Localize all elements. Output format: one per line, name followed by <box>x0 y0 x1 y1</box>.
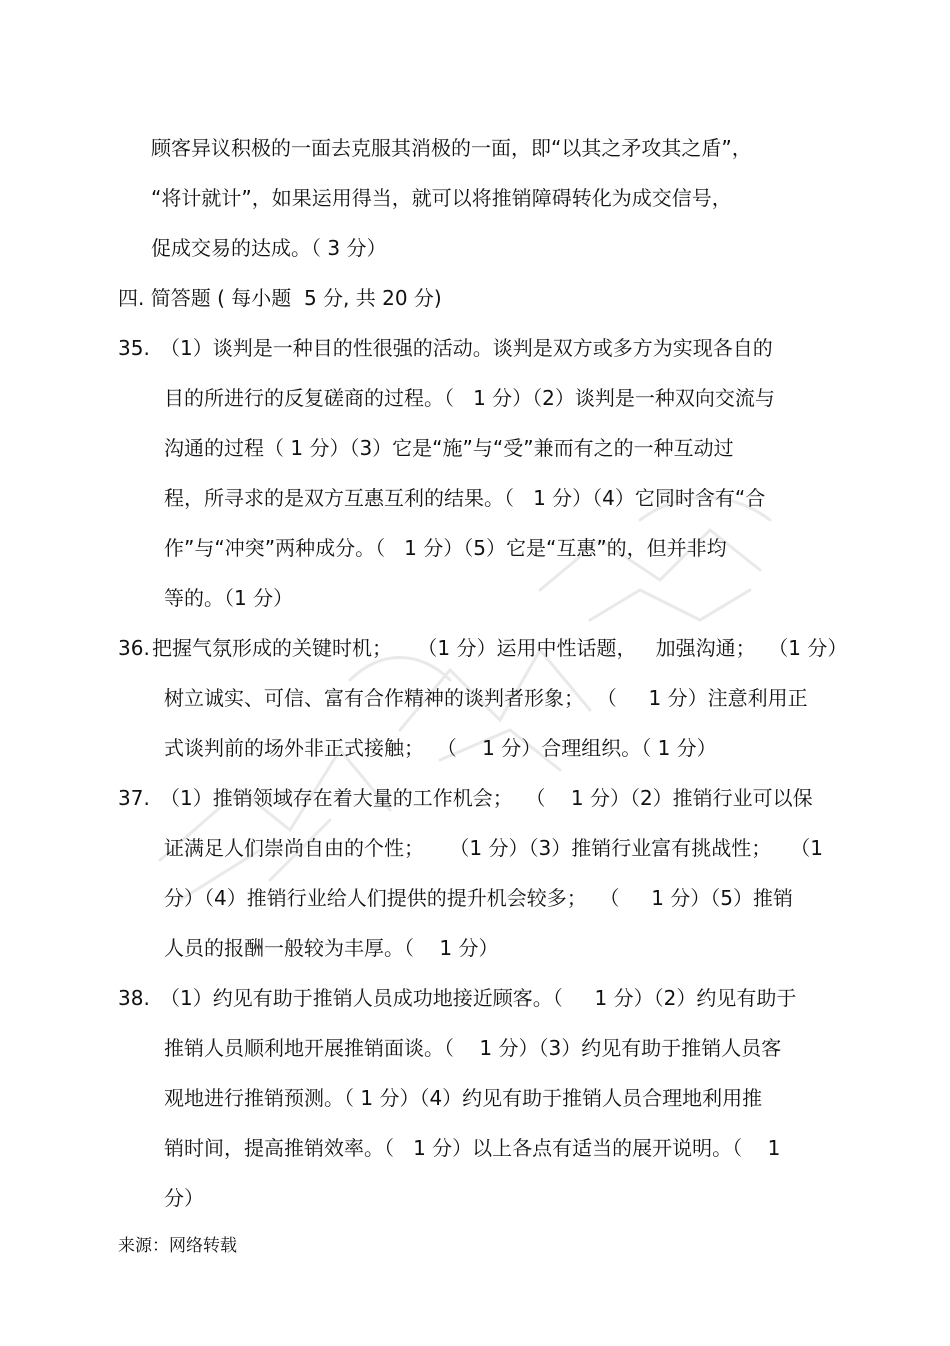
answer-35-line-6: 等的。（1 分） <box>164 586 294 610</box>
answer-37-line-1: （1）推销领域存在着大量的工作机会； （ 1 分）（2）推销行业可以保 <box>160 786 813 810</box>
intro-line-2: “将计就计”，如果运用得当，就可以将推销障碍转化为成交信号， <box>151 186 732 210</box>
answer-38-line-5: 分） <box>164 1186 204 1210</box>
source-note: 来源：网络转载 <box>118 1236 237 1256</box>
answer-35-number: 35. <box>118 336 150 360</box>
answer-35-line-5: 作”与“冲突”两种成分。（ 1 分）（5）它是“互惠”的，但并非均 <box>164 536 727 560</box>
intro-line-1: 顾客异议积极的一面去克服其消极的一面，即“以其之矛攻其之盾”， <box>151 136 752 160</box>
answer-35-line-4: 程，所寻求的是双方互惠互利的结果。（ 1 分）（4）它同时含有“合 <box>164 486 766 510</box>
intro-line-3: 促成交易的达成。（ 3 分） <box>151 236 387 260</box>
answer-38-number: 38. <box>118 986 150 1010</box>
answer-36-line-3: 式谈判前的场外非正式接触； （ 1 分）合理组织。（ 1 分） <box>164 736 717 760</box>
answer-37-line-2: 证满足人们崇尚自由的个性； （1 分）（3）推销行业富有挑战性； （1 <box>164 836 824 860</box>
answer-38-line-1: （1）约见有助于推销人员成功地接近顾客。（ 1 分）（2）约见有助于 <box>160 986 797 1010</box>
answer-36-number: 36. <box>118 636 150 660</box>
answer-37-line-3: 分）（4）推销行业给人们提供的提升机会较多； （ 1 分）（5）推销 <box>164 886 794 910</box>
answer-35-line-1: （1）谈判是一种目的性很强的活动。谈判是双方或多方为实现各自的 <box>160 336 773 360</box>
answer-35-line-3: 沟通的过程（ 1 分）（3）它是“施”与“受”兼而有之的一种互动过 <box>164 436 734 460</box>
section-title: 四. 简答题 ( 每小题 5 分, 共 20 分) <box>118 286 442 310</box>
answer-35-line-2: 目的所进行的反复磋商的过程。（ 1 分）（2）谈判是一种双向交流与 <box>164 386 775 410</box>
answer-36-line-1: 把握气氛形成的关键时机； （1 分）运用中性话题， 加强沟通； （1 分） <box>152 636 848 660</box>
answer-38-line-3: 观地进行推销预测。（ 1 分）（4）约见有助于推销人员合理地利用推 <box>164 1086 763 1110</box>
answer-38-line-2: 推销人员顺利地开展推销面谈。（ 1 分）（3）约见有助于推销人员客 <box>164 1036 782 1060</box>
answer-36-line-2: 树立诚实、可信、富有合作精神的谈判者形象； （ 1 分）注意利用正 <box>164 686 808 710</box>
answer-37-line-4: 人员的报酬一般较为丰厚。（ 1 分） <box>164 936 499 960</box>
answer-38-line-4: 销时间，提高推销效率。（ 1 分）以上各点有适当的展开说明。（ 1 <box>164 1136 781 1160</box>
answer-37-number: 37. <box>118 786 150 810</box>
